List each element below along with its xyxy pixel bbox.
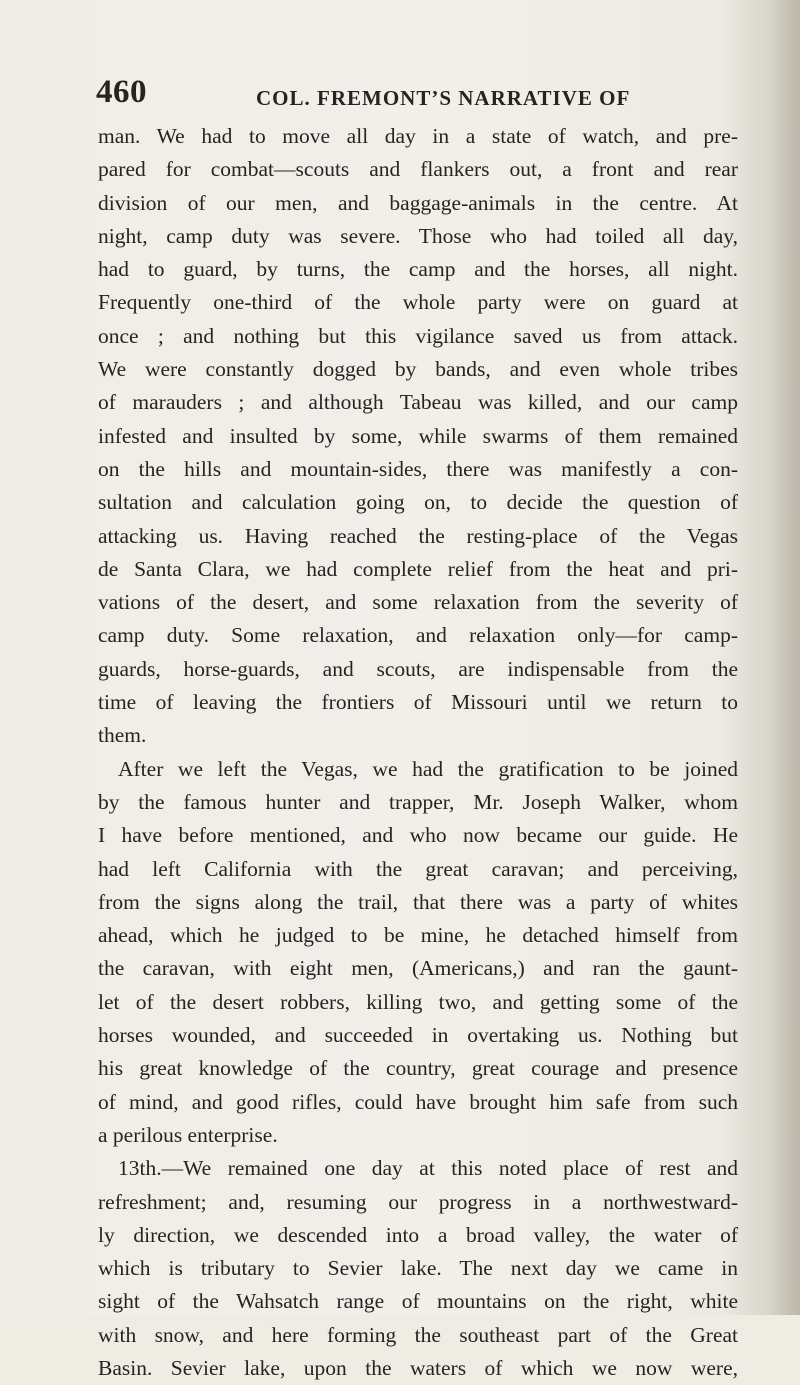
text-line: ahead, which he judged to be mine, he detached himself from xyxy=(98,923,738,948)
text-line: the caravan, with eight men, (Americans,) and ran the gaunt- xyxy=(98,956,738,981)
text-line: had left California with the great caravan; and perceiving, xyxy=(98,856,738,881)
text-line: man. We had to move all day in a state of watch, and pre- xyxy=(98,124,738,148)
text-line: infested and insulted by some, while swarms of them remained xyxy=(98,423,738,448)
text-line: them. xyxy=(98,723,147,748)
text-line: once ; and nothing but this vigilance saved us from attack. xyxy=(98,323,738,348)
text-line: of mind, and good rifles, could have brought him safe from such xyxy=(98,1089,738,1114)
text-line: night, camp duty was severe. Those who had toiled all day, xyxy=(98,223,738,248)
text-line: Basin. Sevier lake, upon the waters of which we now were, xyxy=(98,1355,738,1380)
text-line: let of the desert robbers, killing two, and getting some of the xyxy=(98,989,738,1014)
text-line: attacking us. Having reached the resting-place of the Vegas xyxy=(98,523,738,548)
text-line: had to guard, by turns, the camp and the horses, all night. xyxy=(98,257,738,282)
text-line: Frequently one-third of the whole party were on guard at xyxy=(98,290,738,315)
text-line: which is tributary to Sevier lake. The next day we came in xyxy=(98,1256,738,1281)
text-line: his great knowledge of the country, great courage and presence xyxy=(98,1056,738,1081)
text-line: I have before mentioned, and who now became our guide. He xyxy=(98,823,738,848)
text-line: from the signs along the trail, that there was a party of whites xyxy=(98,889,738,914)
text-line: refreshment; and, resuming our progress in a northwestward- xyxy=(98,1189,738,1214)
text-line: sight of the Wahsatch range of mountains on the right, white xyxy=(98,1289,738,1314)
text-line: of marauders ; and although Tabeau was killed, and our camp xyxy=(98,390,738,415)
text-line: camp duty. Some relaxation, and relaxation only—for camp- xyxy=(98,623,738,648)
text-line: on the hills and mountain-sides, there was manifestly a con- xyxy=(98,456,738,481)
text-line: division of our men, and baggage-animals in the centre. At xyxy=(98,190,738,215)
text-line: ly direction, we descended into a broad valley, the water of xyxy=(98,1222,738,1247)
text-line: by the famous hunter and trapper, Mr. Joseph Walker, whom xyxy=(98,789,738,814)
page-header xyxy=(96,74,736,118)
text-line: pared for combat—scouts and flankers out, a front and rear xyxy=(98,157,738,182)
text-line: with snow, and here forming the southeast part of the Great xyxy=(98,1322,738,1347)
text-line: horses wounded, and succeeded in overtaking us. Nothing but xyxy=(98,1023,738,1048)
text-line: time of leaving the frontiers of Missouri until we return to xyxy=(98,690,738,715)
page-number: 460 xyxy=(96,74,147,110)
text-line: 13th.—We remained one day at this noted place of rest and xyxy=(118,1156,738,1181)
text-line: a perilous enterprise. xyxy=(98,1122,278,1147)
text-line: guards, horse-guards, and scouts, are indispensable from the xyxy=(98,656,738,681)
text-line: vations of the desert, and some relaxation from the severity of xyxy=(98,590,738,615)
text-line: After we left the Vegas, we had the gratification to be joined xyxy=(118,756,738,781)
page-edge-shadow xyxy=(770,0,800,1315)
body-text xyxy=(98,120,738,1385)
text-line: sultation and calculation going on, to decide the question of xyxy=(98,490,738,515)
running-head: COL. FREMONT’S NARRATIVE OF xyxy=(256,86,631,110)
text-line: We were constantly dogged by bands, and even whole tribes xyxy=(98,357,738,382)
text-line: de Santa Clara, we had complete relief from the heat and pri- xyxy=(98,556,738,581)
